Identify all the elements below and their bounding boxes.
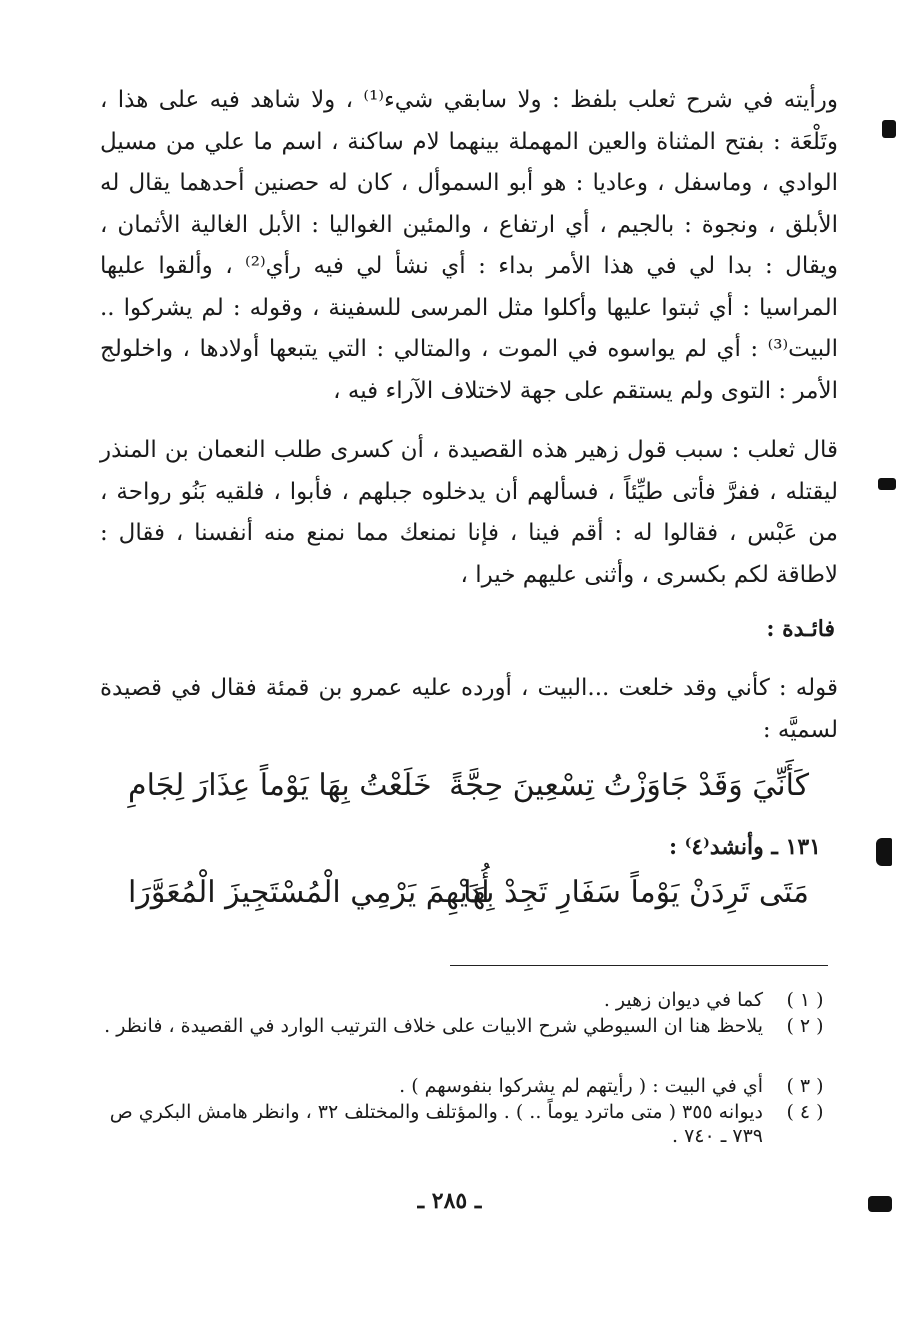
scan-edge-mark bbox=[876, 838, 892, 866]
footnote-number: ( ٣ ) bbox=[786, 1075, 824, 1097]
section-heading-faida: فائـدة : bbox=[766, 616, 835, 642]
footnote-number: ( ٢ ) bbox=[786, 1015, 824, 1037]
scan-edge-mark bbox=[868, 1196, 892, 1212]
verse-1-second-hemistich: خَلَعْتُ بِهَا يَوْماً عِذَارَ لِجَامِ bbox=[128, 768, 432, 803]
footnote-text: يلاحظ هنا ان السيوطي شرح الابيات على خلاف الترتيب الوارد في القصيدة ، فانظر . bbox=[104, 1015, 763, 1037]
body-paragraph-thalab-narration: قال ثعلب : سبب قول زهير هذه القصيدة ، أن كسرى طلب النعمان بن المنذر ليقتله ، ففرَّ فأتى طيِّئاً ، فسألهم أن يدخلوه جبلهم ، فأبوا ، فلقيه بَنُو رواحة ، من عَبْس ، فقالوا له : أقم فينا ، فإنا نمنعك مما نمنع منه أنفسنا ، فقال : لاطاقة لكم بكسرى ، وأثنى عليهم خيرا ، bbox=[100, 437, 838, 588]
footnote bbox=[100, 1100, 835, 1148]
footnote bbox=[100, 988, 835, 1012]
footnote-text: ديوانه ٣٥٥ ( متى ماترد يوماً .. ) . والمؤتلف والمختلف ٣٢ ، وانظر هامش البكري ص ٧٣٩ ـ ٧٤٠ . bbox=[109, 1101, 763, 1147]
footnote-divider bbox=[450, 965, 828, 966]
page-number: ـ ٢٨٥ ـ bbox=[417, 1188, 482, 1214]
verse-1-first-hemistich: كَأَنِّيَ وَقَدْ جَاوَزْتُ تِسْعِينَ حِجَّةً bbox=[449, 768, 809, 803]
poem-number-label: ١٣١ ـ وأنشد⁽٤⁾ : bbox=[669, 834, 821, 860]
footnote-text: كما في ديوان زهير . bbox=[603, 989, 763, 1011]
footnote bbox=[100, 1074, 835, 1098]
verse-2-first-hemistich: مَتَى تَرِدَنْ يَوْماً سَفَارِ تَجِدْ بِهَا bbox=[463, 875, 809, 910]
scan-edge-mark bbox=[878, 478, 896, 490]
verse-2-second-hemistich: أُدَيْهِمَ يَرْمِي الْمُسْتَجِيزَ الْمُعَوَّرَا bbox=[128, 875, 490, 910]
footnote-text: أي في البيت : ( رأيتهم لم يشركوا بنفوسهم ) . bbox=[399, 1075, 763, 1097]
footnote bbox=[100, 1014, 835, 1038]
footnote-number: ( ٤ ) bbox=[786, 1101, 824, 1123]
scan-edge-mark bbox=[882, 120, 896, 138]
body-paragraph-commentary: ورأيته في شرح ثعلب بلفظ : ولا سابقي شيء⁽¹⁾ ، ولا شاهد فيه على هذا ، وتَلْعَة : بفتح المثناة والعين المهملة بينهما لام ساكنة ، اسم ما علي من مسيل الوادي ، وماسفل ، وعاديا : هو أبو السموأل ، كان له حصنين أحدهما يقال له الأبلق ، ونجوة : بالجيم ، أي ارتفاع ، والمئين الغواليا : الأبل الغالية الأثمان ، ويقال : بدا لي في هذا الأمر بداء : أي نشأ لي فيه رأي⁽²⁾ ، وألقوا عليها المراسيا : أي ثبتوا عليها وأكلوا مثل المرسى للسفينة ، وقوله : لم يشركوا .. البيت⁽³⁾ : أي لم يواسوه في الموت ، والمتالي : التي يتبعها أولادها ، واخلولج الأمر : التوى ولم يستقم على جهة لاختلاف الآراء فيه ، bbox=[100, 87, 839, 404]
footnote-number: ( ١ ) bbox=[786, 989, 824, 1011]
body-paragraph-faida: قوله : كأني وقد خلعت ...البيت ، أورده عليه عمرو بن قمئة فقال في قصيدة لسميَّه : bbox=[100, 675, 838, 743]
